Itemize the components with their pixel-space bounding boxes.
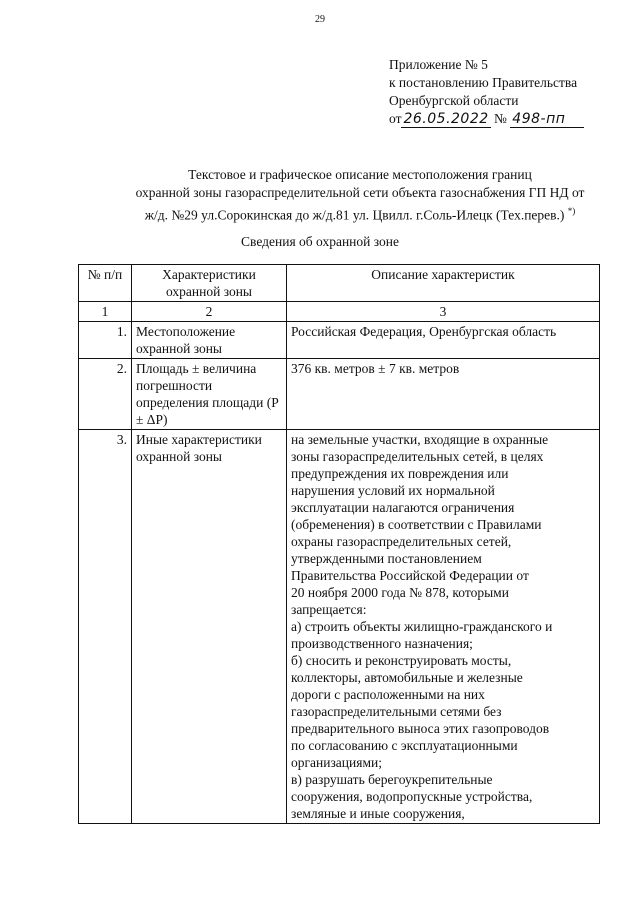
description-line: по согласованию с эксплуатационными <box>291 738 518 753</box>
row-characteristic: Иные характеристики охранной зоны <box>132 430 287 824</box>
description-line: земляные и иные сооружения, <box>291 806 465 821</box>
document-title <box>80 166 640 225</box>
appendix-line-2: к постановлению Правительства <box>389 75 578 90</box>
description-line: охраны газораспределительных сетей, <box>291 534 512 549</box>
appendix-block <box>389 56 584 128</box>
row-description: Российская Федерация, Оренбургская область <box>287 322 600 359</box>
date-prefix: от <box>389 111 402 126</box>
description-line: Правительства Российской Федерации от <box>291 568 529 583</box>
number-prefix: № <box>494 111 507 126</box>
handwritten-date: 26.05.2022 <box>403 111 489 127</box>
table-index-row <box>79 302 600 322</box>
description-line: в) разрушать берегоукрепительные <box>291 772 493 787</box>
page-number: 29 <box>315 14 325 25</box>
row-number: 2. <box>79 359 132 430</box>
section-subtitle: Сведения об охранной зоне <box>241 234 399 249</box>
index-cell: 1 <box>79 302 132 322</box>
description-line: предупреждения их повреждения или <box>291 466 509 481</box>
header-description: Описание характеристик <box>287 265 600 302</box>
title-line-1: Текстовое и графическое описание местоположения границ <box>188 167 532 182</box>
row-description: 376 кв. метров ± 7 кв. метров <box>287 359 600 430</box>
index-cell: 3 <box>287 302 600 322</box>
row-number: 1. <box>79 322 132 359</box>
description-line: (обременения) в соответствии с Правилами <box>291 517 542 532</box>
appendix-line-1: Приложение № 5 <box>389 57 488 72</box>
protected-zone-table <box>78 264 600 824</box>
table-row <box>79 430 600 824</box>
row-description <box>287 430 600 824</box>
description-line: газораспределительными сетями без <box>291 704 502 719</box>
table-row <box>79 322 600 359</box>
footnote-mark: *) <box>567 206 576 216</box>
row-characteristic: Местоположение охранной зоны <box>132 322 287 359</box>
title-line-3 <box>80 202 640 225</box>
appendix-date-line <box>389 110 584 128</box>
description-line: зоны газораспределительных сетей, в целях <box>291 449 544 464</box>
description-line: запрещается: <box>291 602 367 617</box>
description-line: 20 ноября 2000 года № 878, которыми <box>291 585 509 600</box>
description-line: утвержденными постановлением <box>291 551 482 566</box>
description-line: дороги с расположенными на них <box>291 687 485 702</box>
index-cell: 2 <box>132 302 287 322</box>
description-line: производственного назначения; <box>291 636 473 651</box>
description-line: эксплуатации налагаются ограничения <box>291 500 515 515</box>
row-number: 3. <box>79 430 132 824</box>
description-line: на земельные участки, входящие в охранные <box>291 432 549 447</box>
description-line: организациями; <box>291 755 382 770</box>
title-line-2: охранной зоны газораспределительной сети объекта газоснабжения ГП НД от <box>135 185 585 200</box>
appendix-line-3: Оренбургской области <box>389 93 519 108</box>
description-line: б) сносить и реконструировать мосты, <box>291 653 512 668</box>
handwritten-number: 498-пп <box>510 112 584 128</box>
description-line: предварительного выноса этих газопроводов <box>291 721 550 736</box>
description-line: сооружения, водопропускные устройства, <box>291 789 533 804</box>
header-number: № п/п <box>79 265 132 302</box>
description-line: нарушения условий их нормальной <box>291 483 495 498</box>
description-line: а) строить объекты жилищно-гражданского и <box>291 619 553 634</box>
table-header-row <box>79 265 600 302</box>
row-characteristic: Площадь ± величина погрешности определения площади (Р ± ΔР) <box>132 359 287 430</box>
header-characteristic: Характеристики охранной зоны <box>132 265 287 302</box>
title-line-3-text: ж/д. №29 ул.Сорокинская до ж/д.81 ул. Цвилл. г.Соль-Илецк (Тех.перев.) <box>144 207 565 223</box>
description-line: коллекторы, автомобильные и железные <box>291 670 523 685</box>
table-row <box>79 359 600 430</box>
